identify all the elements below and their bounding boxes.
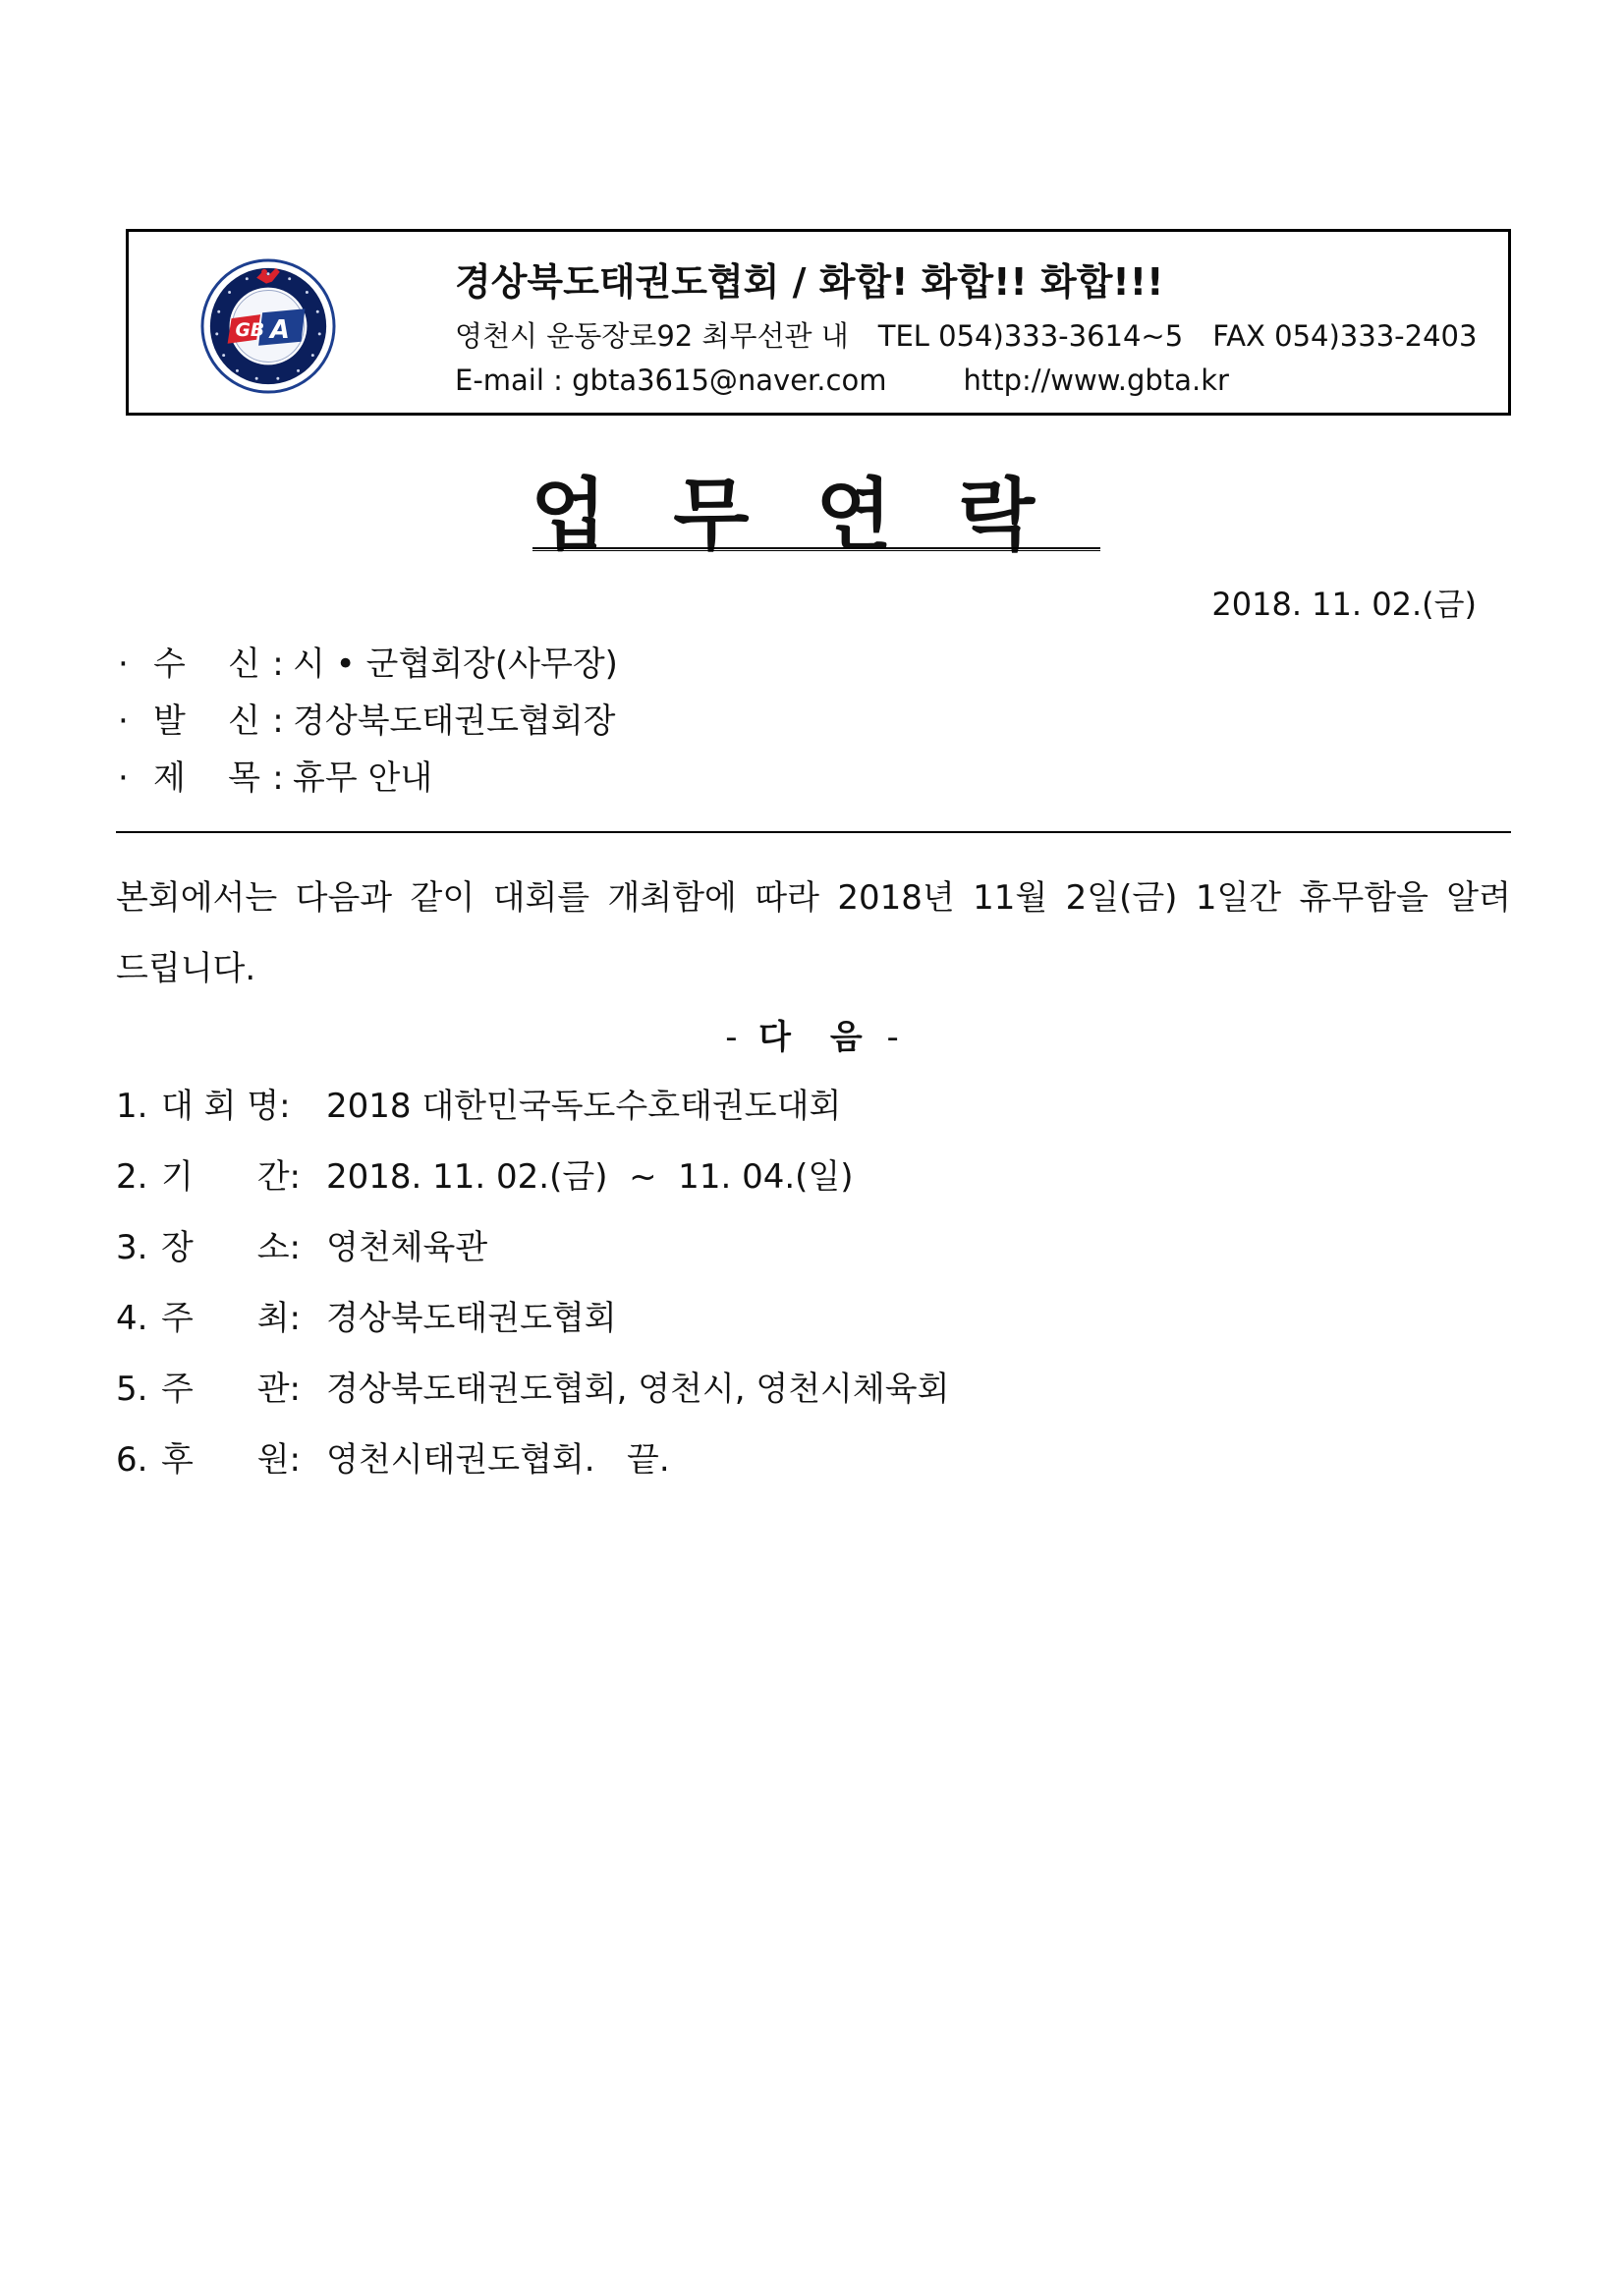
list-item: 3. 장 소: 영천체육관 [116, 1228, 488, 1267]
letterhead [126, 229, 1511, 416]
gbta-logo-icon [200, 258, 336, 394]
meta-recipient: · 수 신 : 시 • 군협회장(사무장) [118, 637, 618, 685]
list-item: 2. 기 간: 2018. 11. 02.(금) ~ 11. 04.(일) [116, 1157, 854, 1197]
meta-value: 시 • 군협회장(사무장) [293, 644, 618, 684]
list-item: 4. 주 최: 경상북도태권도협회 [116, 1299, 617, 1338]
list-item: 6. 후 원: 영천시태권도협회. 끝. [116, 1440, 670, 1480]
letterhead-address: 영천시 운동장로92 최무선관 내 [455, 319, 849, 353]
divider-line [116, 831, 1511, 833]
meta-label: 수 신 [153, 644, 260, 684]
list-item: 5. 주 관: 경상북도태권도협회, 영천시, 영천시체육회 [116, 1370, 950, 1409]
document-date: 2018. 11. 02.(금) [1211, 586, 1477, 623]
letterhead-address-line [455, 314, 1477, 355]
meta-subject: · 제 목 : 휴무 안내 [118, 751, 432, 799]
letterhead-contact-line [455, 364, 1229, 397]
letterhead-email: E-mail : gbta3615@naver.com [455, 364, 887, 397]
svg-text:GB: GB [235, 319, 265, 341]
next-heading-text: 다 음 [758, 1018, 876, 1057]
letterhead-website[interactable]: http://www.gbta.kr [963, 364, 1229, 397]
meta-label: 제 목 [153, 758, 260, 798]
body-paragraph: 본회에서는 다음과 같이 대회를 개최함에 따라 2018년 11월 2일(금) 1일간 휴무함을 알려드립니다. [116, 878, 1511, 988]
letterhead-fax: FAX 054)333-2403 [1212, 319, 1478, 353]
next-heading: - 다 음 - [725, 1018, 899, 1057]
letterhead-title: 경상북도태권도협회 / 화합! 화합!! 화합!!! [455, 260, 1164, 304]
title-underline [532, 547, 1100, 551]
letterhead-tel: TEL 054)333-3614~5 [877, 319, 1184, 353]
svg-text:A: A [269, 314, 290, 345]
meta-label: 발 신 [153, 701, 260, 741]
list-item: 1. 대 회 명: 2018 대한민국독도수호태권도대회 [116, 1087, 842, 1126]
meta-value: 휴무 안내 [293, 758, 433, 798]
document-title: 업무연락 [531, 470, 1102, 561]
meta-sender: · 발 신 : 경상북도태권도협회장 [118, 694, 615, 742]
meta-value: 경상북도태권도협회장 [293, 701, 616, 741]
